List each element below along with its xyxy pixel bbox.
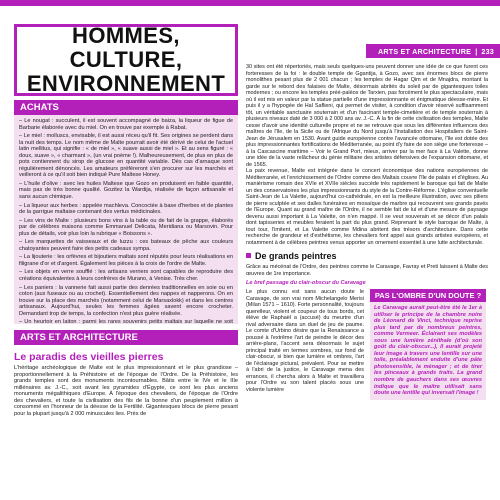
page-number: 233 (481, 46, 494, 56)
achats-paragraph: – La lijouterie : les orfèvres et bijoutiers maltais sont réputés pour leurs réalisations en filigrane d'or et d'argent. Également les pièces à la croix de l'ordre de Malte. (19, 254, 233, 267)
chapter-title-box (14, 24, 238, 96)
arts-subheading: Le paradis des vieilles pierres (14, 351, 164, 363)
peintres-text: Grâce au mécénat de l'Ordre, des peintres comme le Caravage, Favray et Preti laissent à Malte des œuvres de 1re importance. (246, 264, 488, 277)
achats-paragraph: – Les paniers : la vannerie fait aussi partie des denrées traditionnelles en soie ou en coton (aux fuseaux ou au crochet). Essentiellement des nappes et napperons. On en trouve sur la place des marchés (notamment celui de Marsaxlokk) et dans les centres artisanaux. Aujourd'hui, seules les femmes âgées savent encore crocheter. Demandant trop de temps, la confection n'est plus guère réalisée. (19, 284, 233, 317)
peintres-heading (246, 251, 488, 261)
bottom-row (246, 289, 488, 400)
chapter-title (17, 24, 235, 96)
achats-paragraph: – Les objets en verre soufflé : les artisans verriers sont capables de reproduire des créations équivalentes à leurs confrères de Murano, à Venise. Très cher. (19, 269, 233, 283)
arts-heading: ARTS ET ARCHITECTURE (14, 330, 238, 345)
header-separator: | (475, 46, 478, 56)
achats-paragraph: – L'huile d'olive : avec les huiles Maltese que Gozo en produisent en faible quantité, mais pas de très bonne qualité. Gozitez la Wardija, réalisée de façon artisanale et sans aucun chimique. (19, 180, 233, 201)
caravage-subheading: Le bref passage du clair-obscur du Caravage (246, 280, 366, 286)
achats-paragraph: – Le nougat : succulent, il est souvent accompagné de baiza, la liqueur de figue de Barbarie élaborée avec du miel. On en trouve par exemple à Rabat. (19, 118, 233, 131)
chapter-title-line-1: HOMMES, CULTURE, (69, 23, 183, 72)
square-bullet-icon (246, 253, 251, 258)
doute-heading: PAS L'OMBRE D'UN DOUTE ? (370, 289, 486, 302)
achats-paragraph: – Les marquettes de vaisseaux et de luzzu : ces bateaux de pêche aux couleurs chatoyantes peuvent faire des petits cadeaux sympa. (19, 239, 233, 252)
left-column (14, 24, 238, 500)
peintres-heading-label: De grands peintres (255, 251, 337, 261)
achats-paragraph: – La liqueur aux herbes : appelée machleva. Concoctée à base d'herbes et de plantes de la garrigue maltaise contenant des vertus médicinales. (19, 202, 233, 216)
doute-text: Le Caravage aurait peut-être été le 1er à utiliser le principe de la chambre noire de Léonard de Vinci, technique reprise plus tard par de nombreux peintres, comme Vermeer. Éclairant ses modèles sous une lumière zénithale (d'où son goût du clair-obscur...), il aurait projeté leur image à travers une lentille sur une toile, préalablement enduite d'une pâte photosensible, la ménager ; et de tirer les pinceaux à grands traits. La grand nombre de gauchers dans ses œuvres indique que le maître utilisait sans doute une lentille qui inversait l'image ! (374, 305, 482, 397)
achats-paragraph: – Les vins de Malte : plusieurs bons vins à la table ou de fait de la grappe, élaborés par de célèbres maisons comme Emmanuel Delicata, Meridiana ou Marsovin. Pour plus de détails, voir plus loin la rubrique « Boissons ». (19, 217, 233, 237)
chapter-title-line-2: ENVIRONNEMENT (26, 71, 226, 96)
header-section-title: ARTS ET ARCHITECTURE (378, 46, 472, 56)
running-header (366, 44, 500, 58)
achats-heading: ACHATS (14, 100, 238, 115)
achats-box (14, 115, 238, 324)
achats-paragraph: – Le miel : molluscs, envisable, il est aussi réceu qu'il fit. Ses origines se perdent dans la nuit des temps. Le nom même de Malte pourrait avoir été dérivé de celui de l'actuel latin mellitus, qui signifie : « de miel », « suave aussi de miel ». Et au sens figuré : « doux, suave », « charmant », (un vrai poème !). Malheureusement, de plus en plus de pots contiennent du sirop de glucose en quantité variable. Dès cas d'arnaque sont régulièrement dénoncés. Les amateurs préféreront s'en procurer sur les marchés et veilleront à ce qu'il soit bien indiqué Pure Maltese Honey. (19, 133, 233, 179)
top-accent-bar (0, 0, 500, 6)
doute-box (370, 289, 486, 400)
arts-text: L'héritage archéologique de Malte est le plus impressionnant et le plus grandiose – proportionnellement à la Préhistoire et de l'époque de l'Ordre. De la Préhistoire, les grands temples sont des monuments incontournables. Bâtis entre le IVe et le IIIe millénaires av. J.-C., soit avant les pyramides d'Égypte, ce sont les plus anciens monuments mégalithiques d'Europe. À l'époque des chevaliers, de l'époque de l'Ordre des chevaliers, et toute la civilisation des fils de la bonne d'un peuplement million à consommé en l'honneur de la déesse de la Fertilité. Gigantesques blocs de pierre pesant pour la plupart jusqu'à 2 000 minuscules lies. Près de (14, 365, 238, 417)
right-column (246, 64, 488, 400)
right-intro-text: 30 sites ont été répertoriés, mais seuls quelques-uns peuvent donner une idée de ce que furent ces forteresses de la foi : le double temple de Ggantija, à Gozo, avec ses énormes blocs de pierre monolithes pesant plus de 2 001 chacun ; les temples de Hagar Qim et de Mnajdra, montant la garde sur le rebord des falaises de Malte, désormais abrités du soleil par de gigantesques toiles modernes ; ou encore les temples préé-paléos de Tarxien, pas forcément le plus spectaculaire, mais où il est mis en valeur par la statue partielle d'une impressionnante et énigmatique déesse-mère. Et puis il y a l'hypogée de Hal Saflieni, qui permet de visiter, à condition d'avoir réservé suffisamment tôt, un véritable sanctuaire souterrain et d'un fascinant temple-cimetière et de temple souterrain à plusieurs niveaux daté de 3 000 à 2 000 ans av. J.-C. À la fin de cette civilisation des temples, Malte cesse d'avoir une identité culturelle propre et ne se retrouve que sous les différentes influences des maîtres de l'île, de la Sicile ou de l'Afrique du Nord jusqu'à l'installation des Hospitaliers de Saint-Jean de Jérusalem en 1530. Avant guide européenne contre l'avancée ottomane, l'île est dotée des plus impressionnantes fortifications de Méditerranée, au point d'y faire de son siège une forteresse – à la Cascascine maritime – Voir le Grand Port, mieux, arriver par la mer face à La Valette, donne une idée de la vaste relâcheur du génie militaire des artistes défensives de l'expansion ottomane, et de 1565. (246, 64, 488, 168)
achats-paragraph: – Un heurtoir en laiton : parmi les rares souvenirs petits maltais sur laquelle ne soit (19, 319, 233, 324)
right-intro-text-2: La paix revenue, Malte est intégrée dans le concert économique des nations européennes de Méditerranée, et l'enrichissement de l'Ordre comme des Maltais couvre l'île de palais et d'églises. Au maniérisme romain des XVIe et XVIIe siècles succède très rapidement le baroque qui fait de Malte un des conservatoires les plus impressionnants du style de la Contre-Réforme. L'église conventuelle Saint-Jean de La Valette, aujourd'hui co-cathédrale, en est la meilleure illustration, avec ses piliers de pierre sculptée et ses dalles funéraires en mosaïque de marbre qui recouvrent ses grands pavés de l'Europe. Quant au grand maître de l'Ordre, il ne semble fait de lui et d'une mesure de paysage devenu aussi important à La Valette, on n'en mappé. Il se veut souverain et se décor d'un palais dont tapisseries et meubles feraient la part du plus grand. Reprenant le style baroque de Malte, à tout tour, l'imitent, et La Valette comme Mdina abritent des trésors d'architecture. Dans cette recherche de grandeur et d'esthétisme, les chevaliers font appel aux grands artistes européens, et notamment à de célèbres peintres venus apporter un ornement essentiel à une lutte architecturale. (246, 168, 489, 246)
caravage-text: Le plus connu est sans aucun doute le Caravage, de son vrai nom Michelangelo Merisi (Milan 1571 – 1610). Forte personnalité, toujours querelleur, violent et coupeur de tous bords, cet élève de Raphaël a (accusé) du meurtre d'un rival adversaire dans un duel de jeu de paume. Le comte d'Urbino désire que la Renaissance a poussé à l'extrême l'art de peindre le décor des arrière-plans, l'accent sera désormais le sujet principal traité en termes sombres, sur fond de clair-obscur, si bien que lumière et ombres, l'art de l'éclairage pictural, prévalent. Pour se mettre à l'abri de la justice, le Caravage mena des errances, il chercha alors à Malte et travaillera pour l'Ordre vu son talent placés sous une violente lumière (246, 289, 364, 393)
